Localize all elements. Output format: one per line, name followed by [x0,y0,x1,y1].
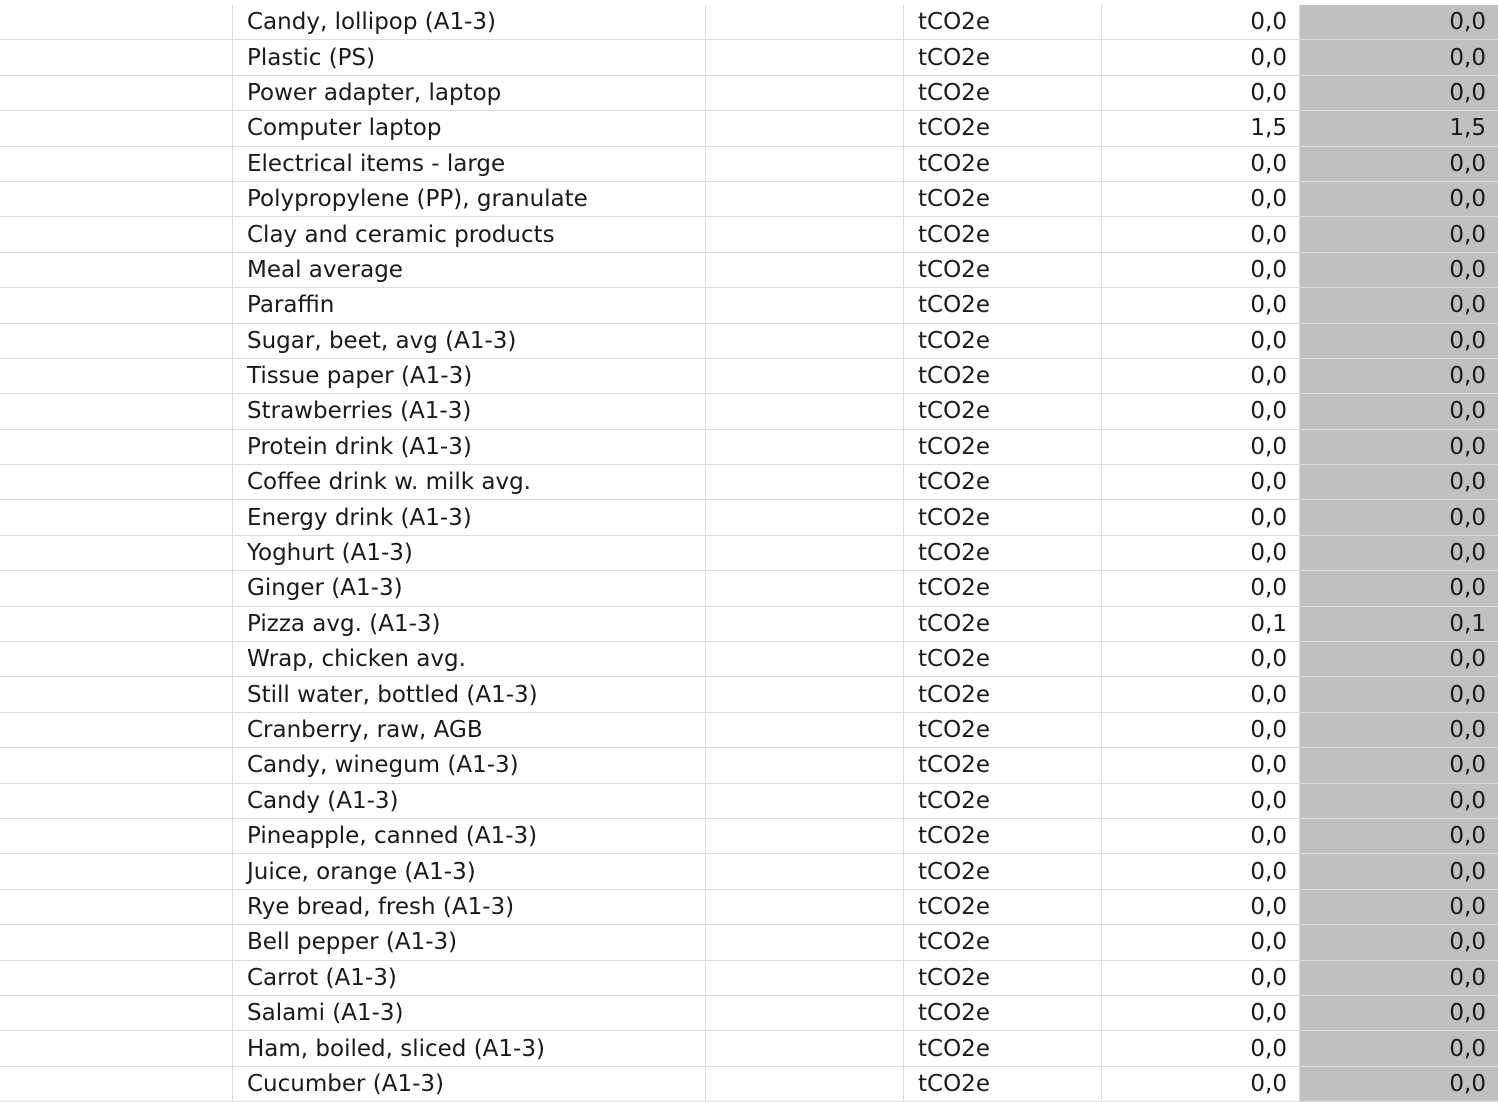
table-row [0,217,1498,252]
cell-item-name[interactable]: Computer laptop [233,111,706,145]
cell-item-name[interactable]: Tissue paper (A1-3) [233,359,706,393]
cell-item-name[interactable]: Still water, bottled (A1-3) [233,677,706,711]
cell-empty-c[interactable] [706,5,904,39]
cell-item-name[interactable]: Cucumber (A1-3) [233,1067,706,1101]
cell-empty-a[interactable] [0,925,233,959]
cell-empty-a[interactable] [0,996,233,1030]
cell-total[interactable]: 0,0 [1300,182,1498,216]
cell-unit[interactable]: tCO2e [904,677,1102,711]
cell-unit[interactable]: tCO2e [904,430,1102,464]
cell-empty-a[interactable] [0,324,233,358]
cell-item-name[interactable]: Meal average [233,253,706,287]
cell-total[interactable]: 0,0 [1300,925,1498,959]
table-row [0,642,1498,677]
cell-empty-a[interactable] [0,465,233,499]
table-row [0,147,1498,182]
cell-empty-a[interactable] [0,642,233,676]
cell-empty-c[interactable] [706,961,904,995]
cell-value[interactable]: 0,0 [1102,147,1300,181]
cell-value[interactable]: 0,0 [1102,1067,1300,1101]
cell-empty-a[interactable] [0,784,233,818]
cell-item-name[interactable]: Power adapter, laptop [233,76,706,110]
cell-unit[interactable]: tCO2e [904,324,1102,358]
cell-empty-c[interactable] [706,288,904,322]
cell-value[interactable]: 0,0 [1102,40,1300,74]
cell-empty-c[interactable] [706,748,904,782]
cell-total[interactable]: 0,0 [1300,465,1498,499]
cell-total[interactable]: 0,0 [1300,430,1498,464]
cell-item-name[interactable]: Carrot (A1-3) [233,961,706,995]
cell-empty-c[interactable] [706,642,904,676]
cell-empty-a[interactable] [0,394,233,428]
cell-unit[interactable]: tCO2e [904,713,1102,747]
table-row [0,890,1498,925]
table-row [0,40,1498,75]
cell-item-name[interactable]: Paraffin [233,288,706,322]
cell-unit[interactable]: tCO2e [904,925,1102,959]
cell-item-name[interactable]: Bell pepper (A1-3) [233,925,706,959]
cell-value[interactable]: 0,0 [1102,288,1300,322]
cell-item-name[interactable]: Cranberry, raw, AGB [233,713,706,747]
cell-total[interactable]: 0,0 [1300,394,1498,428]
cell-total[interactable]: 0,0 [1300,253,1498,287]
table-row [0,677,1498,712]
cell-value[interactable]: 0,0 [1102,996,1300,1030]
cell-total[interactable]: 0,0 [1300,1067,1498,1101]
cell-total[interactable]: 0,0 [1300,217,1498,251]
cell-unit[interactable]: tCO2e [904,5,1102,39]
cell-empty-a[interactable] [0,359,233,393]
cell-value[interactable]: 0,0 [1102,324,1300,358]
cell-item-name[interactable]: Juice, orange (A1-3) [233,854,706,888]
cell-value[interactable]: 0,0 [1102,784,1300,818]
cell-empty-c[interactable] [706,996,904,1030]
cell-total[interactable]: 0,1 [1300,607,1498,641]
table-row [0,784,1498,819]
cell-item-name[interactable]: Rye bread, fresh (A1-3) [233,890,706,924]
cell-item-name[interactable]: Yoghurt (A1-3) [233,536,706,570]
table-row [0,324,1498,359]
cell-empty-a[interactable] [0,147,233,181]
cell-value[interactable]: 0,0 [1102,465,1300,499]
table-row [0,253,1498,288]
cell-item-name[interactable]: Protein drink (A1-3) [233,430,706,464]
cell-empty-c[interactable] [706,890,904,924]
cell-unit[interactable]: tCO2e [904,890,1102,924]
cell-unit[interactable]: tCO2e [904,500,1102,534]
table-row [0,819,1498,854]
cell-empty-c[interactable] [706,465,904,499]
cell-value[interactable]: 0,0 [1102,677,1300,711]
cell-empty-a[interactable] [0,288,233,322]
cell-empty-c[interactable] [706,217,904,251]
table-row [0,961,1498,996]
cell-unit[interactable]: tCO2e [904,536,1102,570]
cell-empty-c[interactable] [706,147,904,181]
cell-total[interactable]: 0,0 [1300,40,1498,74]
table-row [0,76,1498,111]
table-row [0,536,1498,571]
cell-total[interactable]: 1,5 [1300,111,1498,145]
cell-empty-c[interactable] [706,819,904,853]
cell-item-name[interactable]: Candy (A1-3) [233,784,706,818]
cell-value[interactable]: 0,0 [1102,394,1300,428]
cell-total[interactable]: 0,0 [1300,76,1498,110]
cell-unit[interactable]: tCO2e [904,253,1102,287]
cell-total[interactable]: 0,0 [1300,748,1498,782]
cell-value[interactable]: 0,0 [1102,359,1300,393]
cell-unit[interactable]: tCO2e [904,961,1102,995]
cell-empty-a[interactable] [0,1067,233,1101]
cell-unit[interactable]: tCO2e [904,819,1102,853]
table-row [0,571,1498,606]
cell-unit[interactable]: tCO2e [904,784,1102,818]
cell-total[interactable]: 0,0 [1300,5,1498,39]
cell-item-name[interactable]: Sugar, beet, avg (A1-3) [233,324,706,358]
cell-value[interactable]: 0,0 [1102,1031,1300,1065]
cell-unit[interactable]: tCO2e [904,359,1102,393]
cell-unit[interactable]: tCO2e [904,288,1102,322]
cell-empty-a[interactable] [0,111,233,145]
cell-total[interactable]: 0,0 [1300,677,1498,711]
cell-empty-a[interactable] [0,677,233,711]
cell-item-name[interactable]: Candy, lollipop (A1-3) [233,5,706,39]
cell-unit[interactable]: tCO2e [904,1067,1102,1101]
cell-empty-a[interactable] [0,253,233,287]
cell-empty-a[interactable] [0,890,233,924]
cell-total[interactable]: 0,0 [1300,147,1498,181]
cell-empty-a[interactable] [0,607,233,641]
cell-empty-a[interactable] [0,854,233,888]
cell-unit[interactable]: tCO2e [904,40,1102,74]
cell-empty-c[interactable] [706,324,904,358]
cell-total[interactable]: 0,0 [1300,819,1498,853]
cell-empty-c[interactable] [706,359,904,393]
cell-total[interactable]: 0,0 [1300,288,1498,322]
cell-value[interactable]: 0,0 [1102,819,1300,853]
cell-total[interactable]: 0,0 [1300,784,1498,818]
cell-empty-a[interactable] [0,182,233,216]
cell-total[interactable]: 0,0 [1300,571,1498,605]
cell-empty-c[interactable] [706,394,904,428]
cell-empty-a[interactable] [0,76,233,110]
cell-item-name[interactable]: Coffee drink w. milk avg. [233,465,706,499]
cell-total[interactable]: 0,0 [1300,890,1498,924]
cell-empty-c[interactable] [706,536,904,570]
cell-empty-a[interactable] [0,217,233,251]
cell-unit[interactable]: tCO2e [904,571,1102,605]
cell-unit[interactable]: tCO2e [904,642,1102,676]
cell-empty-c[interactable] [706,784,904,818]
table-row [0,430,1498,465]
cell-total[interactable]: 0,0 [1300,961,1498,995]
cell-empty-a[interactable] [0,819,233,853]
cell-item-name[interactable]: Wrap, chicken avg. [233,642,706,676]
cell-unit[interactable]: tCO2e [904,147,1102,181]
cell-empty-c[interactable] [706,1067,904,1101]
cell-empty-c[interactable] [706,677,904,711]
cell-item-name[interactable]: Pineapple, canned (A1-3) [233,819,706,853]
cell-empty-c[interactable] [706,500,904,534]
cell-unit[interactable]: tCO2e [904,465,1102,499]
cell-value[interactable]: 0,0 [1102,748,1300,782]
cell-empty-a[interactable] [0,40,233,74]
cell-empty-c[interactable] [706,40,904,74]
cell-unit[interactable]: tCO2e [904,854,1102,888]
cell-item-name[interactable]: Candy, winegum (A1-3) [233,748,706,782]
cell-value[interactable]: 0,0 [1102,890,1300,924]
cell-value[interactable]: 0,1 [1102,607,1300,641]
cell-empty-c[interactable] [706,713,904,747]
cell-unit[interactable]: tCO2e [904,111,1102,145]
cell-value[interactable]: 0,0 [1102,430,1300,464]
cell-total[interactable]: 0,0 [1300,500,1498,534]
cell-total[interactable]: 0,0 [1300,854,1498,888]
cell-empty-a[interactable] [0,748,233,782]
table-row [0,607,1498,642]
cell-empty-a[interactable] [0,536,233,570]
table-row [0,394,1498,429]
cell-value[interactable]: 0,0 [1102,642,1300,676]
cell-item-name[interactable]: Electrical items - large [233,147,706,181]
cell-unit[interactable]: tCO2e [904,1031,1102,1065]
table-row [0,359,1498,394]
table-row [0,182,1498,217]
cell-empty-c[interactable] [706,1031,904,1065]
cell-empty-c[interactable] [706,571,904,605]
cell-unit[interactable]: tCO2e [904,748,1102,782]
cell-value[interactable]: 0,0 [1102,253,1300,287]
cell-empty-a[interactable] [0,571,233,605]
cell-empty-c[interactable] [706,925,904,959]
cell-item-name[interactable]: Ginger (A1-3) [233,571,706,605]
cell-total[interactable]: 0,0 [1300,996,1498,1030]
cell-value[interactable]: 0,0 [1102,5,1300,39]
cell-empty-a[interactable] [0,500,233,534]
cell-empty-a[interactable] [0,961,233,995]
table-row [0,5,1498,40]
table-row [0,111,1498,146]
table-row [0,748,1498,783]
cell-value[interactable]: 0,0 [1102,217,1300,251]
cell-value[interactable]: 0,0 [1102,571,1300,605]
cell-unit[interactable]: tCO2e [904,607,1102,641]
table-row [0,288,1498,323]
cell-value[interactable]: 0,0 [1102,925,1300,959]
cell-empty-a[interactable] [0,1031,233,1065]
cell-value[interactable]: 1,5 [1102,111,1300,145]
table-row [0,854,1498,889]
cell-total[interactable]: 0,0 [1300,324,1498,358]
cell-unit[interactable]: tCO2e [904,76,1102,110]
cell-item-name[interactable]: Ham, boiled, sliced (A1-3) [233,1031,706,1065]
cell-total[interactable]: 0,0 [1300,713,1498,747]
cell-value[interactable]: 0,0 [1102,961,1300,995]
cell-empty-c[interactable] [706,111,904,145]
table-row [0,996,1498,1031]
cell-total[interactable]: 0,0 [1300,359,1498,393]
cell-unit[interactable]: tCO2e [904,996,1102,1030]
cell-empty-c[interactable] [706,607,904,641]
cell-item-name[interactable]: Strawberries (A1-3) [233,394,706,428]
cell-item-name[interactable]: Pizza avg. (A1-3) [233,607,706,641]
cell-empty-c[interactable] [706,182,904,216]
cell-empty-c[interactable] [706,854,904,888]
cell-item-name[interactable]: Salami (A1-3) [233,996,706,1030]
table-row [0,1031,1498,1066]
table-row [0,1067,1498,1102]
cell-value[interactable]: 0,0 [1102,76,1300,110]
cell-value[interactable]: 0,0 [1102,500,1300,534]
cell-value[interactable]: 0,0 [1102,713,1300,747]
cell-item-name[interactable]: Plastic (PS) [233,40,706,74]
cell-unit[interactable]: tCO2e [904,394,1102,428]
cell-empty-a[interactable] [0,430,233,464]
cell-value[interactable]: 0,0 [1102,536,1300,570]
cell-value[interactable]: 0,0 [1102,854,1300,888]
cell-empty-a[interactable] [0,713,233,747]
cell-empty-a[interactable] [0,5,233,39]
cell-unit[interactable]: tCO2e [904,182,1102,216]
cell-total[interactable]: 0,0 [1300,1031,1498,1065]
cell-total[interactable]: 0,0 [1300,536,1498,570]
table-row [0,500,1498,535]
cell-item-name[interactable]: Energy drink (A1-3) [233,500,706,534]
cell-value[interactable]: 0,0 [1102,182,1300,216]
cell-item-name[interactable]: Polypropylene (PP), granulate [233,182,706,216]
table-row [0,925,1498,960]
cell-unit[interactable]: tCO2e [904,217,1102,251]
cell-total[interactable]: 0,0 [1300,642,1498,676]
spreadsheet-grid [0,5,1498,1102]
cell-empty-c[interactable] [706,76,904,110]
table-row [0,713,1498,748]
table-row [0,465,1498,500]
cell-empty-c[interactable] [706,253,904,287]
cell-item-name[interactable]: Clay and ceramic products [233,217,706,251]
cell-empty-c[interactable] [706,430,904,464]
